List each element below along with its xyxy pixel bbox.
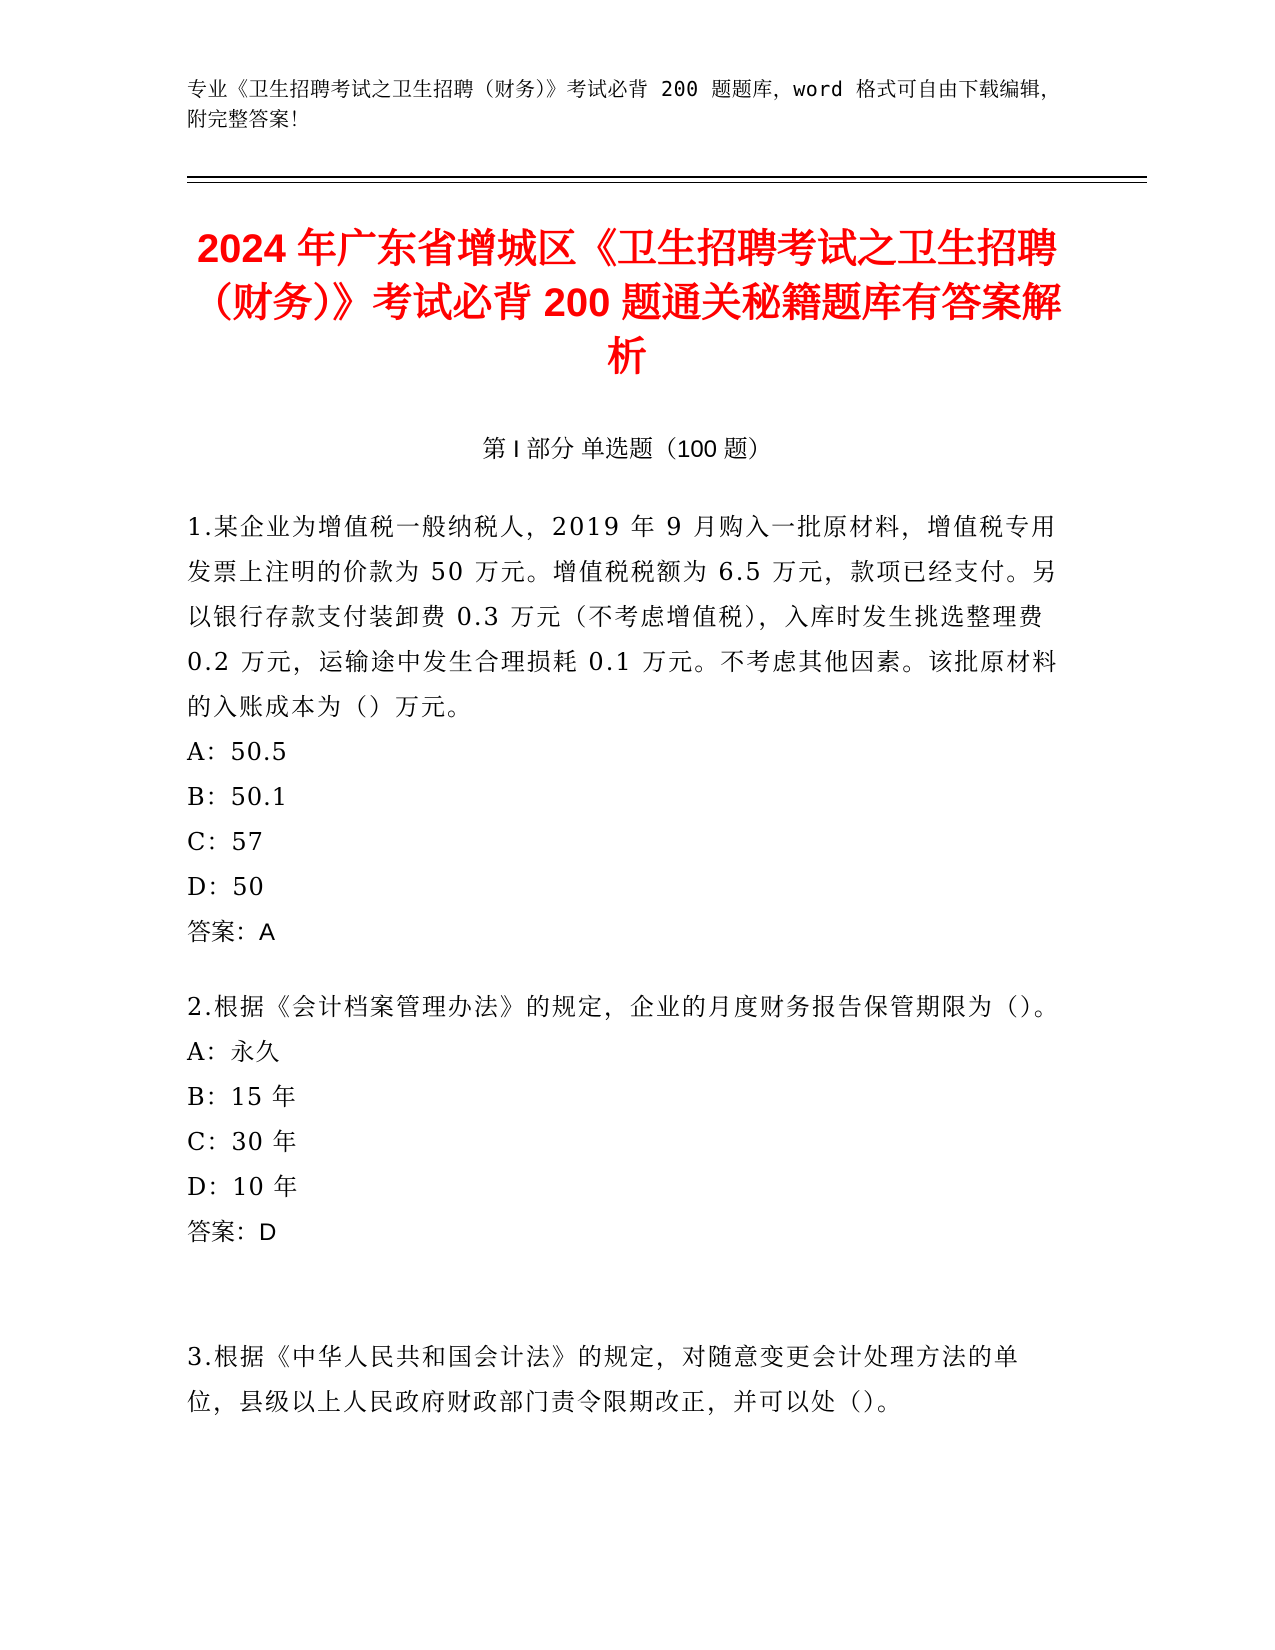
option-a: A：永久	[187, 1038, 281, 1066]
header-rule-thick	[187, 176, 1147, 178]
header-note: 专业《卫生招聘考试之卫生招聘（财务）》考试必背 200 题题库，word 格式可自由下载编辑，附完整答案！	[187, 77, 1061, 131]
option-b: B：50.1	[187, 783, 289, 811]
header-rule-thin	[187, 182, 1147, 183]
answer: 答案：A	[187, 919, 276, 946]
question-2	[187, 985, 1067, 1255]
section-title: 第 I 部分 单选题（100 题）	[482, 436, 772, 463]
question-1	[187, 505, 1067, 955]
option-c: C：57	[187, 828, 264, 856]
option-a: A：50.5	[187, 738, 288, 766]
document-title: 2024 年广东省增城区《卫生招聘考试之卫生招聘（财务）》考试必背 200 题通关秘籍题库有答案解析	[192, 227, 1062, 379]
option-c: C：30 年	[187, 1128, 298, 1156]
question-text: 3.根据《中华人民共和国会计法》的规定，对随意变更会计处理方法的单位，县级以上人民政府财政部门责令限期改正，并可以处（）。	[187, 1343, 1020, 1416]
option-b: B：15 年	[187, 1083, 297, 1111]
option-d: D：50	[187, 873, 265, 901]
question-text: 1.某企业为增值税一般纳税人，2019 年 9 月购入一批原材料，增值税专用发票上注明的价款为 50 万元。增值税税额为 6.5 万元，款项已经支付。另以银行存款支付装卸费 0.3 万元（不考虑增值税），入库时发生挑选整理费 0.2 万元，运输途中发生合理损耗 0.1 万元。不考虑其他因素。该批原材料的入账成本为（）万元。	[187, 513, 1059, 721]
answer: 答案：D	[187, 1219, 277, 1246]
option-d: D：10 年	[187, 1173, 299, 1201]
question-text: 2.根据《会计档案管理办法》的规定，企业的月度财务报告保管期限为（）。	[187, 993, 1060, 1021]
question-3	[187, 1335, 1067, 1425]
